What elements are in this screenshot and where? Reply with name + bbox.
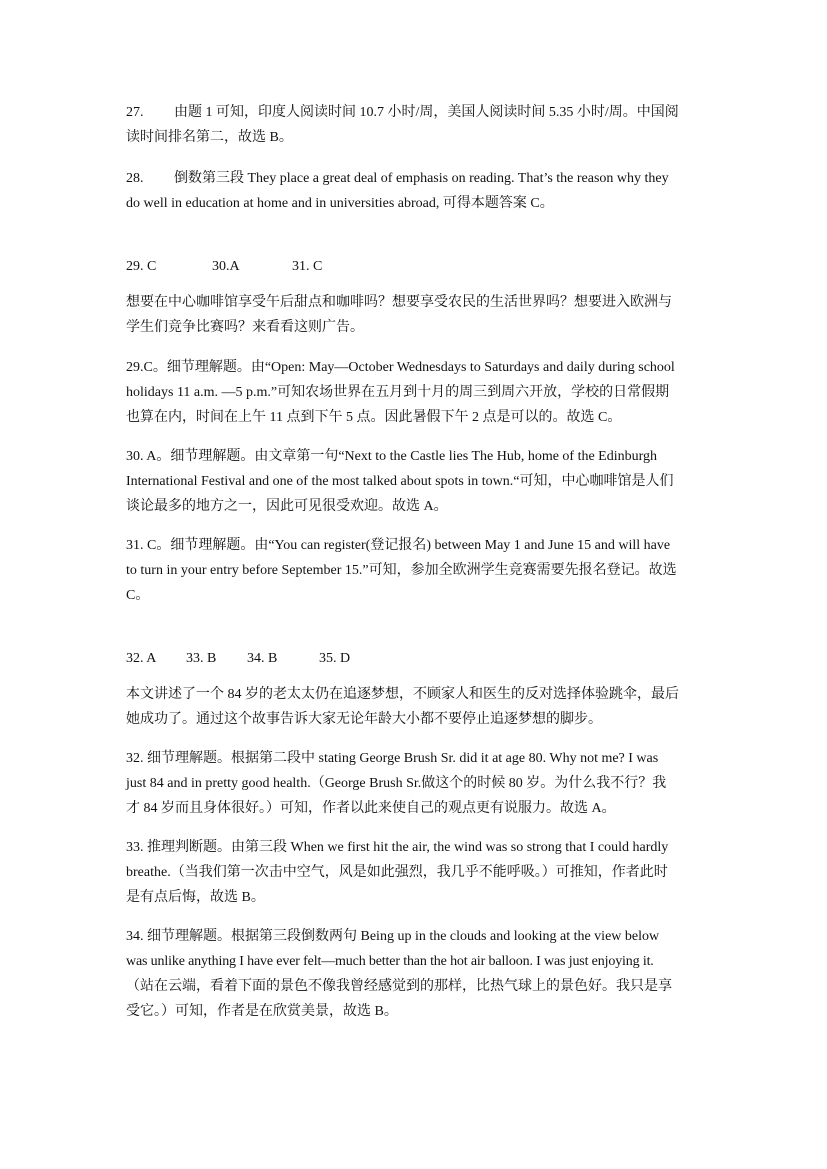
explanation-32-line-2: just 84 and in pretty good health.（George Brush Sr.做这个的时候 80 岁。为什么我不行？我 xyxy=(126,776,667,791)
explanation-32 xyxy=(126,746,702,821)
explanation-34-line-2: was unlike anything I have ever felt—much better than the hot air balloon. I was just enjoying it. xyxy=(126,954,654,969)
explanation-29-line-3: 也算在内，时间在上午 11 点到下午 5 点。因此暑假下午 2 点是可以的。故选 C。 xyxy=(126,410,622,425)
explanation-32-line-3: 才 84 岁而且身体很好。）可知，作者以此来使自己的观点更有说服力。故选 A。 xyxy=(126,801,616,816)
explanation-29-line-1: 29.C。细节理解题。由“Open: May—October Wednesdays to Saturdays and daily during school xyxy=(126,360,675,375)
explanation-27-line-2: 读时间排名第二，故选 B。 xyxy=(126,130,293,145)
explanation-32-line-1: 32. 细节理解题。根据第二段中 stating George Brush Sr. did it at age 80. Why not me? I was xyxy=(126,751,659,766)
answer-29: 29. C xyxy=(126,259,157,274)
explanation-30 xyxy=(126,444,702,519)
passage-summary-29-31 xyxy=(126,290,702,340)
question-number-27: 27. xyxy=(126,105,144,120)
explanation-29 xyxy=(126,355,702,430)
explanation-34-line-4: 受它。）可知，作者是在欣赏美景，故选 B。 xyxy=(126,1004,398,1019)
explanation-33 xyxy=(126,835,702,910)
explanation-29-line-2: holidays 11 a.m. —5 p.m.”可知农场世界在五月到十月的周三到周六开放，学校的日常假期 xyxy=(126,385,670,400)
explanation-28-line-2: do well in education at home and in universities abroad, 可得本题答案 C。 xyxy=(126,196,554,211)
explanation-34-line-1: 34. 细节理解题。根据第三段倒数两句 Being up in the clouds and looking at the view below xyxy=(126,929,660,944)
explanation-31-line-3: C。 xyxy=(126,588,150,603)
answer-key-29-31 xyxy=(126,254,702,279)
summary-line-2: 她成功了。通过这个故事告诉大家无论年龄大小都不要停止追逐梦想的脚步。 xyxy=(126,712,602,727)
explanation-34-line-3: （站在云端，看着下面的景色不像我曾经感觉到的那样，比热气球上的景色好。我只是享 xyxy=(126,979,672,994)
answer-key-32-35 xyxy=(126,646,702,671)
answer-33: 33. B xyxy=(186,651,217,666)
explanation-33-line-3: 是有点后悔，故选 B。 xyxy=(126,890,265,905)
explanation-30-line-1: 30. A。细节理解题。由文章第一句“Next to the Castle lies The Hub, home of the Edinburgh xyxy=(126,449,658,464)
answer-32: 32. A xyxy=(126,651,157,666)
explanation-31 xyxy=(126,533,702,608)
explanation-27-line-1: 27. 由题 1 可知，印度人阅读时间 10.7 小时/周，美国人阅读时间 5.35 小时/周。中国阅 xyxy=(126,100,702,125)
passage-summary-32-35 xyxy=(126,682,702,732)
summary-line-1: 本文讲述了一个 84 岁的老太太仍在追逐梦想，不顾家人和医生的反对选择体验跳伞，最后 xyxy=(126,687,679,702)
summary-line-1: 想要在中心咖啡馆享受午后甜点和咖啡吗？想要享受农民的生活世界吗？想要进入欧洲与 xyxy=(126,295,672,310)
explanation-33-line-1: 33. 推理判断题。由第三段 When we first hit the air, the wind was so strong that I could hardly xyxy=(126,840,669,855)
answer-31: 31. C xyxy=(292,259,323,274)
answer-30: 30.A xyxy=(212,259,240,274)
question-number-28: 28. xyxy=(126,171,144,186)
answer-35: 35. D xyxy=(319,651,351,666)
explanation-28 xyxy=(126,166,702,216)
explanation-31-line-2: to turn in your entry before September 15.”可知，参加全欧洲学生竞赛需要先报名登记。故选 xyxy=(126,563,677,578)
explanation-30-line-2: International Festival and one of the most talked about spots in town.“可知，中心咖啡馆是人们 xyxy=(126,474,674,489)
explanation-27 xyxy=(126,100,702,150)
explanation-28-line-1: 28. 倒数第三段 They place a great deal of emphasis on reading. That’s the reason why they xyxy=(126,166,702,191)
summary-line-2: 学生们竞争比赛吗？来看看这则广告。 xyxy=(126,320,364,335)
answer-34: 34. B xyxy=(247,651,278,666)
explanation-30-line-3: 谈论最多的地方之一，因此可见很受欢迎。故选 A。 xyxy=(126,499,448,514)
explanation-34 xyxy=(126,924,702,1024)
explanation-33-line-2: breathe.（当我们第一次击中空气，风是如此强烈，我几乎不能呼吸。）可推知，作者此时 xyxy=(126,865,668,880)
explanation-31-line-1: 31. C。细节理解题。由“You can register(登记报名) between May 1 and June 15 and will have xyxy=(126,538,671,553)
